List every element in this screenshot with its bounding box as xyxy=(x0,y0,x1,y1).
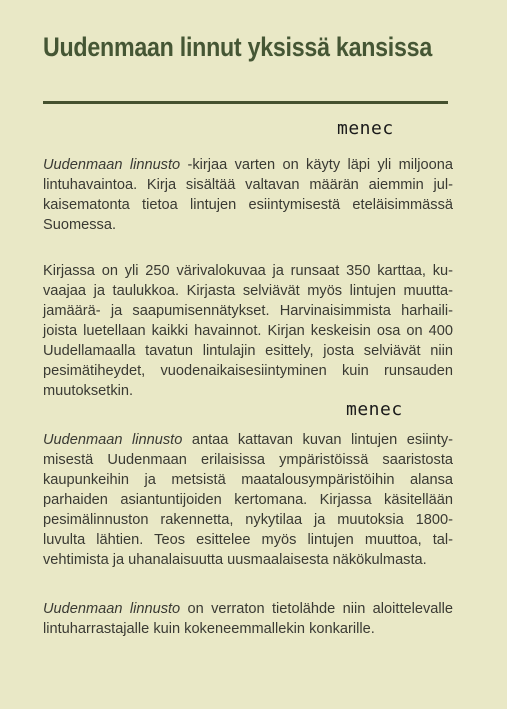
paragraph-intro xyxy=(43,155,453,235)
paragraph-line: kaupunkeihin ja metsistä maatalousympäristöihin alansa xyxy=(43,472,453,488)
paragraph-line: muutoksetkin. xyxy=(43,383,134,399)
paragraph-line: Uudellamaalla tavatun lintulajin esittely, josta selviävät niin xyxy=(43,343,453,359)
title-divider xyxy=(43,101,448,104)
watermark-1: menec xyxy=(337,118,394,139)
book-title-italic: Uudenmaan linnusto xyxy=(43,157,181,173)
book-title-italic: Uudenmaan linnusto xyxy=(43,601,181,617)
paragraph-overview xyxy=(43,430,453,570)
paragraph-line: pesimätiheydet, vuodenaikaisesiintyminen kuin runsauden xyxy=(43,363,453,379)
paragraph-line: luvulta lähtien. Teos esittelee myös lintujen muuttoa, tal- xyxy=(43,532,453,548)
page-title: Uudenmaan linnut yksissä kansissa xyxy=(43,32,432,62)
paragraph-line: vehtimista ja uhanalaisuutta uusmaalaisesta näkökulmasta. xyxy=(43,552,427,568)
paragraph-line: Suomessa. xyxy=(43,217,117,233)
paragraph-line: misestä Uudenmaan erilaisissa ympäristöissä saaristosta xyxy=(43,452,453,468)
paragraph-line: jamäärä- ja saapumisennätykset. Harvinaisimmista harhaili- xyxy=(43,303,453,319)
paragraph-closing xyxy=(43,599,453,639)
paragraph-line: vaajaa ja taulukkoa. Kirjasta selviävät myös lintujen muutta- xyxy=(43,283,453,299)
book-title-italic: Uudenmaan linnusto xyxy=(43,432,183,448)
watermark-2: menec xyxy=(346,399,403,420)
paragraph-line: lintuhavaintoa. Kirja sisältää valtavan määrän aiemmin jul- xyxy=(43,177,453,193)
paragraph-contents xyxy=(43,261,453,401)
paragraph-line: Uudenmaan linnusto antaa kattavan kuvan lintujen esiinty- xyxy=(43,432,453,448)
paragraph-line: kaisematonta tietoa lintujen esiintymisestä eteläisimmässä xyxy=(43,197,453,213)
paragraph-line: Uudenmaan linnusto -kirjaa varten on käyty läpi yli miljoona xyxy=(43,157,453,173)
paragraph-line: lintuharrastajalle kuin kokeneemmallekin konkarille. xyxy=(43,621,375,637)
paragraph-line: Kirjassa on yli 250 värivalokuvaa ja runsaat 350 karttaa, ku- xyxy=(43,263,453,279)
paragraph-line: pesimälinnuston rakennetta, nykytilaa ja muutoksia 1800- xyxy=(43,512,453,528)
paragraph-line: parhaiden asiantuntijoiden kertomana. Kirjassa käsitellään xyxy=(43,492,453,508)
paragraph-line: joista luetellaan kaikki havainnot. Kirjan keskeisin osa on 400 xyxy=(43,323,453,339)
paragraph-line: Uudenmaan linnusto on verraton tietolähde niin aloittelevalle xyxy=(43,601,453,617)
